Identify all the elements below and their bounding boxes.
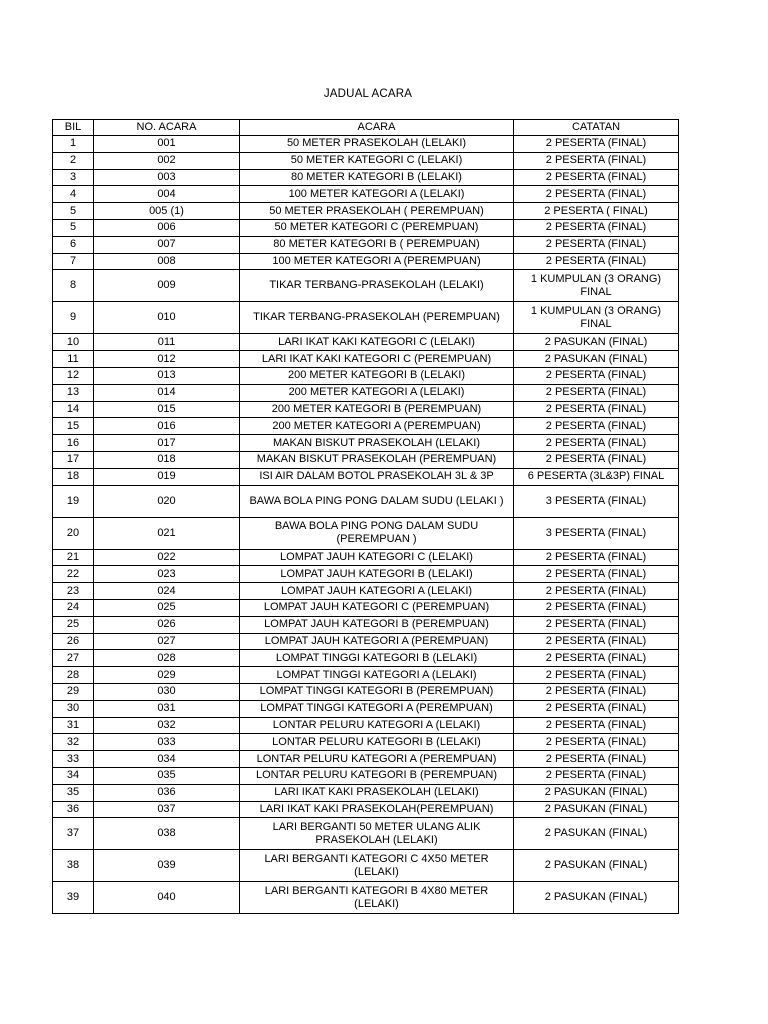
cell-no-acara: 028 bbox=[94, 650, 240, 667]
cell-no-acara: 001 bbox=[94, 136, 240, 153]
cell-bil: 31 bbox=[53, 717, 94, 734]
cell-catatan: 2 PESERTA (FINAL) bbox=[514, 667, 679, 684]
cell-catatan: 2 PESERTA (FINAL) bbox=[514, 633, 679, 650]
cell-bil: 36 bbox=[53, 801, 94, 818]
cell-bil: 2 bbox=[53, 152, 94, 169]
cell-bil: 38 bbox=[53, 850, 94, 882]
table-row bbox=[53, 203, 679, 220]
cell-bil: 7 bbox=[53, 253, 94, 270]
cell-acara: 50 METER KATEGORI C (LELAKI) bbox=[240, 152, 514, 169]
cell-no-acara: 030 bbox=[94, 683, 240, 700]
cell-catatan: 3 PESERTA (FINAL) bbox=[514, 485, 679, 517]
cell-catatan: 2 PESERTA (FINAL) bbox=[514, 418, 679, 435]
table-row bbox=[53, 270, 679, 302]
cell-bil: 9 bbox=[53, 302, 94, 334]
cell-catatan: 1 KUMPULAN (3 ORANG) FINAL bbox=[514, 302, 679, 334]
cell-no-acara: 037 bbox=[94, 801, 240, 818]
cell-no-acara: 016 bbox=[94, 418, 240, 435]
cell-catatan: 2 PESERTA (FINAL) bbox=[514, 700, 679, 717]
table-row bbox=[53, 136, 679, 153]
cell-no-acara: 017 bbox=[94, 435, 240, 452]
table-row bbox=[53, 850, 679, 882]
cell-no-acara: 025 bbox=[94, 599, 240, 616]
table-row bbox=[53, 767, 679, 784]
cell-bil: 32 bbox=[53, 734, 94, 751]
cell-acara: LARI IKAT KAKI PRASEKOLAH (LELAKI) bbox=[240, 784, 514, 801]
cell-bil: 35 bbox=[53, 784, 94, 801]
table-body bbox=[53, 136, 679, 914]
cell-no-acara: 021 bbox=[94, 517, 240, 549]
page-title: JADUAL ACARA bbox=[323, 88, 413, 100]
table-row bbox=[53, 435, 679, 452]
cell-bil: 28 bbox=[53, 667, 94, 684]
cell-bil: 17 bbox=[53, 451, 94, 468]
cell-catatan: 2 PESERTA (FINAL) bbox=[514, 717, 679, 734]
cell-catatan: 2 PESERTA (FINAL) bbox=[514, 219, 679, 236]
cell-no-acara: 010 bbox=[94, 302, 240, 334]
cell-acara: LOMPAT TINGGI KATEGORI A (LELAKI) bbox=[240, 667, 514, 684]
cell-bil: 30 bbox=[53, 700, 94, 717]
cell-catatan: 2 PESERTA (FINAL) bbox=[514, 169, 679, 186]
cell-no-acara: 034 bbox=[94, 751, 240, 768]
cell-catatan: 2 PESERTA (FINAL) bbox=[514, 401, 679, 418]
cell-no-acara: 040 bbox=[94, 882, 240, 914]
cell-catatan: 1 KUMPULAN (3 ORANG) FINAL bbox=[514, 270, 679, 302]
cell-catatan: 2 PASUKAN (FINAL) bbox=[514, 850, 679, 882]
cell-bil: 10 bbox=[53, 334, 94, 351]
cell-acara: LONTAR PELURU KATEGORI B (PEREMPUAN) bbox=[240, 767, 514, 784]
cell-no-acara: 031 bbox=[94, 700, 240, 717]
cell-catatan: 2 PESERTA (FINAL) bbox=[514, 186, 679, 203]
table-row bbox=[53, 882, 679, 914]
cell-bil: 3 bbox=[53, 169, 94, 186]
cell-no-acara: 039 bbox=[94, 850, 240, 882]
cell-bil: 27 bbox=[53, 650, 94, 667]
cell-acara: TIKAR TERBANG-PRASEKOLAH (PEREMPUAN) bbox=[240, 302, 514, 334]
cell-catatan: 2 PASUKAN (FINAL) bbox=[514, 351, 679, 368]
table-row bbox=[53, 302, 679, 334]
cell-bil: 24 bbox=[53, 599, 94, 616]
table-row bbox=[53, 683, 679, 700]
cell-acara: LONTAR PELURU KATEGORI A (PEREMPUAN) bbox=[240, 751, 514, 768]
cell-no-acara: 005 (1) bbox=[94, 203, 240, 220]
cell-catatan: 2 PESERTA (FINAL) bbox=[514, 751, 679, 768]
table-row bbox=[53, 583, 679, 600]
cell-catatan: 2 PASUKAN (FINAL) bbox=[514, 882, 679, 914]
cell-acara: 100 METER KATEGORI A (LELAKI) bbox=[240, 186, 514, 203]
cell-no-acara: 003 bbox=[94, 169, 240, 186]
cell-catatan: 2 PESERTA (FINAL) bbox=[514, 236, 679, 253]
table-row bbox=[53, 599, 679, 616]
cell-acara: LOMPAT JAUH KATEGORI A (PEREMPUAN) bbox=[240, 633, 514, 650]
cell-acara: LARI BERGANTI KATEGORI B 4X80 METER (LELAKI) bbox=[240, 882, 514, 914]
table-row bbox=[53, 616, 679, 633]
cell-acara: LOMPAT JAUH KATEGORI C (PEREMPUAN) bbox=[240, 599, 514, 616]
cell-catatan: 2 PESERTA (FINAL) bbox=[514, 253, 679, 270]
cell-no-acara: 038 bbox=[94, 818, 240, 850]
table-row bbox=[53, 351, 679, 368]
cell-bil: 39 bbox=[53, 882, 94, 914]
cell-bil: 12 bbox=[53, 367, 94, 384]
cell-catatan: 2 PASUKAN (FINAL) bbox=[514, 801, 679, 818]
cell-bil: 33 bbox=[53, 751, 94, 768]
cell-bil: 6 bbox=[53, 236, 94, 253]
cell-catatan: 2 PASUKAN (FINAL) bbox=[514, 334, 679, 351]
cell-bil: 5 bbox=[53, 203, 94, 220]
cell-bil: 16 bbox=[53, 435, 94, 452]
table-row bbox=[53, 700, 679, 717]
table-row bbox=[53, 751, 679, 768]
cell-bil: 4 bbox=[53, 186, 94, 203]
cell-no-acara: 029 bbox=[94, 667, 240, 684]
cell-catatan: 2 PESERTA (FINAL) bbox=[514, 152, 679, 169]
cell-bil: 22 bbox=[53, 566, 94, 583]
cell-acara: TIKAR TERBANG-PRASEKOLAH (LELAKI) bbox=[240, 270, 514, 302]
table-row bbox=[53, 784, 679, 801]
cell-no-acara: 032 bbox=[94, 717, 240, 734]
cell-bil: 1 bbox=[53, 136, 94, 153]
cell-catatan: 2 PESERTA (FINAL) bbox=[514, 384, 679, 401]
cell-catatan: 3 PESERTA (FINAL) bbox=[514, 517, 679, 549]
table-row bbox=[53, 818, 679, 850]
cell-catatan: 2 PESERTA (FINAL) bbox=[514, 566, 679, 583]
table-row bbox=[53, 485, 679, 517]
cell-acara: LOMPAT TINGGI KATEGORI B (PEREMPUAN) bbox=[240, 683, 514, 700]
cell-no-acara: 002 bbox=[94, 152, 240, 169]
cell-acara: LOMPAT JAUH KATEGORI B (LELAKI) bbox=[240, 566, 514, 583]
table-row bbox=[53, 253, 679, 270]
cell-no-acara: 018 bbox=[94, 451, 240, 468]
cell-no-acara: 023 bbox=[94, 566, 240, 583]
cell-no-acara: 014 bbox=[94, 384, 240, 401]
table-row bbox=[53, 734, 679, 751]
cell-acara: MAKAN BISKUT PRASEKOLAH (LELAKI) bbox=[240, 435, 514, 452]
cell-acara: 50 METER PRASEKOLAH ( PEREMPUAN) bbox=[240, 203, 514, 220]
cell-bil: 14 bbox=[53, 401, 94, 418]
cell-bil: 15 bbox=[53, 418, 94, 435]
cell-no-acara: 006 bbox=[94, 219, 240, 236]
cell-catatan: 2 PESERTA (FINAL) bbox=[514, 650, 679, 667]
cell-no-acara: 022 bbox=[94, 549, 240, 566]
cell-bil: 11 bbox=[53, 351, 94, 368]
cell-no-acara: 019 bbox=[94, 468, 240, 485]
cell-no-acara: 033 bbox=[94, 734, 240, 751]
cell-bil: 19 bbox=[53, 485, 94, 517]
cell-catatan: 2 PESERTA ( FINAL) bbox=[514, 203, 679, 220]
table-row bbox=[53, 451, 679, 468]
cell-no-acara: 020 bbox=[94, 485, 240, 517]
cell-acara: LOMPAT TINGGI KATEGORI A (PEREMPUAN) bbox=[240, 700, 514, 717]
cell-acara: LARI IKAT KAKI PRASEKOLAH(PEREMPUAN) bbox=[240, 801, 514, 818]
cell-acara: BAWA BOLA PING PONG DALAM SUDU (LELAKI ) bbox=[240, 485, 514, 517]
cell-acara: LONTAR PELURU KATEGORI A (LELAKI) bbox=[240, 717, 514, 734]
table-row bbox=[53, 152, 679, 169]
cell-acara: 100 METER KATEGORI A (PEREMPUAN) bbox=[240, 253, 514, 270]
cell-acara: 200 METER KATEGORI A (LELAKI) bbox=[240, 384, 514, 401]
cell-no-acara: 036 bbox=[94, 784, 240, 801]
cell-catatan: 6 PESERTA (3L&3P) FINAL bbox=[514, 468, 679, 485]
cell-acara: LARI IKAT KAKI KATEGORI C (LELAKI) bbox=[240, 334, 514, 351]
cell-no-acara: 015 bbox=[94, 401, 240, 418]
table-row bbox=[53, 566, 679, 583]
cell-no-acara: 009 bbox=[94, 270, 240, 302]
cell-catatan: 2 PESERTA (FINAL) bbox=[514, 549, 679, 566]
cell-no-acara: 013 bbox=[94, 367, 240, 384]
header-acara: ACARA bbox=[240, 120, 514, 136]
cell-bil: 29 bbox=[53, 683, 94, 700]
cell-bil: 13 bbox=[53, 384, 94, 401]
cell-catatan: 2 PESERTA (FINAL) bbox=[514, 599, 679, 616]
cell-acara: 80 METER KATEGORI B ( PEREMPUAN) bbox=[240, 236, 514, 253]
cell-bil: 8 bbox=[53, 270, 94, 302]
cell-no-acara: 035 bbox=[94, 767, 240, 784]
header-catatan: CATATAN bbox=[514, 120, 679, 136]
table-row bbox=[53, 517, 679, 549]
cell-bil: 20 bbox=[53, 517, 94, 549]
cell-bil: 25 bbox=[53, 616, 94, 633]
cell-no-acara: 004 bbox=[94, 186, 240, 203]
cell-catatan: 2 PESERTA (FINAL) bbox=[514, 683, 679, 700]
table-row bbox=[53, 169, 679, 186]
cell-no-acara: 008 bbox=[94, 253, 240, 270]
cell-acara: ISI AIR DALAM BOTOL PRASEKOLAH 3L & 3P bbox=[240, 468, 514, 485]
cell-acara: LONTAR PELURU KATEGORI B (LELAKI) bbox=[240, 734, 514, 751]
cell-catatan: 2 PESERTA (FINAL) bbox=[514, 451, 679, 468]
cell-acara: 50 METER KATEGORI C (PEREMPUAN) bbox=[240, 219, 514, 236]
cell-bil: 18 bbox=[53, 468, 94, 485]
cell-catatan: 2 PESERTA (FINAL) bbox=[514, 136, 679, 153]
cell-acara: LARI IKAT KAKI KATEGORI C (PEREMPUAN) bbox=[240, 351, 514, 368]
cell-acara: LARI BERGANTI 50 METER ULANG ALIK PRASEKOLAH (LELAKI) bbox=[240, 818, 514, 850]
cell-catatan: 2 PESERTA (FINAL) bbox=[514, 367, 679, 384]
cell-no-acara: 007 bbox=[94, 236, 240, 253]
table-row bbox=[53, 650, 679, 667]
cell-catatan: 2 PESERTA (FINAL) bbox=[514, 767, 679, 784]
cell-acara: LOMPAT JAUH KATEGORI A (LELAKI) bbox=[240, 583, 514, 600]
table-row bbox=[53, 717, 679, 734]
cell-catatan: 2 PASUKAN (FINAL) bbox=[514, 784, 679, 801]
cell-acara: 50 METER PRASEKOLAH (LELAKI) bbox=[240, 136, 514, 153]
cell-acara: LOMPAT JAUH KATEGORI B (PEREMPUAN) bbox=[240, 616, 514, 633]
cell-catatan: 2 PESERTA (FINAL) bbox=[514, 616, 679, 633]
schedule-table bbox=[52, 119, 679, 914]
table-header-row bbox=[53, 120, 679, 136]
table-row bbox=[53, 801, 679, 818]
cell-acara: LARI BERGANTI KATEGORI C 4X50 METER (LELAKI) bbox=[240, 850, 514, 882]
table-row bbox=[53, 334, 679, 351]
cell-bil: 26 bbox=[53, 633, 94, 650]
header-bil: BIL bbox=[53, 120, 94, 136]
cell-acara: 200 METER KATEGORI B (LELAKI) bbox=[240, 367, 514, 384]
table-row bbox=[53, 367, 679, 384]
cell-acara: 200 METER KATEGORI A (PEREMPUAN) bbox=[240, 418, 514, 435]
cell-bil: 23 bbox=[53, 583, 94, 600]
cell-no-acara: 012 bbox=[94, 351, 240, 368]
cell-acara: MAKAN BISKUT PRASEKOLAH (PEREMPUAN) bbox=[240, 451, 514, 468]
table-row bbox=[53, 401, 679, 418]
cell-no-acara: 027 bbox=[94, 633, 240, 650]
cell-acara: 200 METER KATEGORI B (PEREMPUAN) bbox=[240, 401, 514, 418]
cell-no-acara: 011 bbox=[94, 334, 240, 351]
table-row bbox=[53, 186, 679, 203]
table-row bbox=[53, 418, 679, 435]
cell-bil: 5 bbox=[53, 219, 94, 236]
cell-bil: 34 bbox=[53, 767, 94, 784]
cell-acara: LOMPAT TINGGI KATEGORI B (LELAKI) bbox=[240, 650, 514, 667]
cell-catatan: 2 PESERTA (FINAL) bbox=[514, 583, 679, 600]
table-row bbox=[53, 633, 679, 650]
cell-catatan: 2 PESERTA (FINAL) bbox=[514, 734, 679, 751]
cell-bil: 21 bbox=[53, 549, 94, 566]
cell-bil: 37 bbox=[53, 818, 94, 850]
table-row bbox=[53, 667, 679, 684]
table-row bbox=[53, 219, 679, 236]
header-no-acara: NO. ACARA bbox=[94, 120, 240, 136]
cell-catatan: 2 PASUKAN (FINAL) bbox=[514, 818, 679, 850]
table-row bbox=[53, 549, 679, 566]
cell-catatan: 2 PESERTA (FINAL) bbox=[514, 435, 679, 452]
cell-no-acara: 026 bbox=[94, 616, 240, 633]
table-row bbox=[53, 236, 679, 253]
cell-acara: 80 METER KATEGORI B (LELAKI) bbox=[240, 169, 514, 186]
table-row bbox=[53, 468, 679, 485]
cell-no-acara: 024 bbox=[94, 583, 240, 600]
cell-acara: LOMPAT JAUH KATEGORI C (LELAKI) bbox=[240, 549, 514, 566]
table-row bbox=[53, 384, 679, 401]
cell-acara: BAWA BOLA PING PONG DALAM SUDU (PEREMPUAN ) bbox=[240, 517, 514, 549]
